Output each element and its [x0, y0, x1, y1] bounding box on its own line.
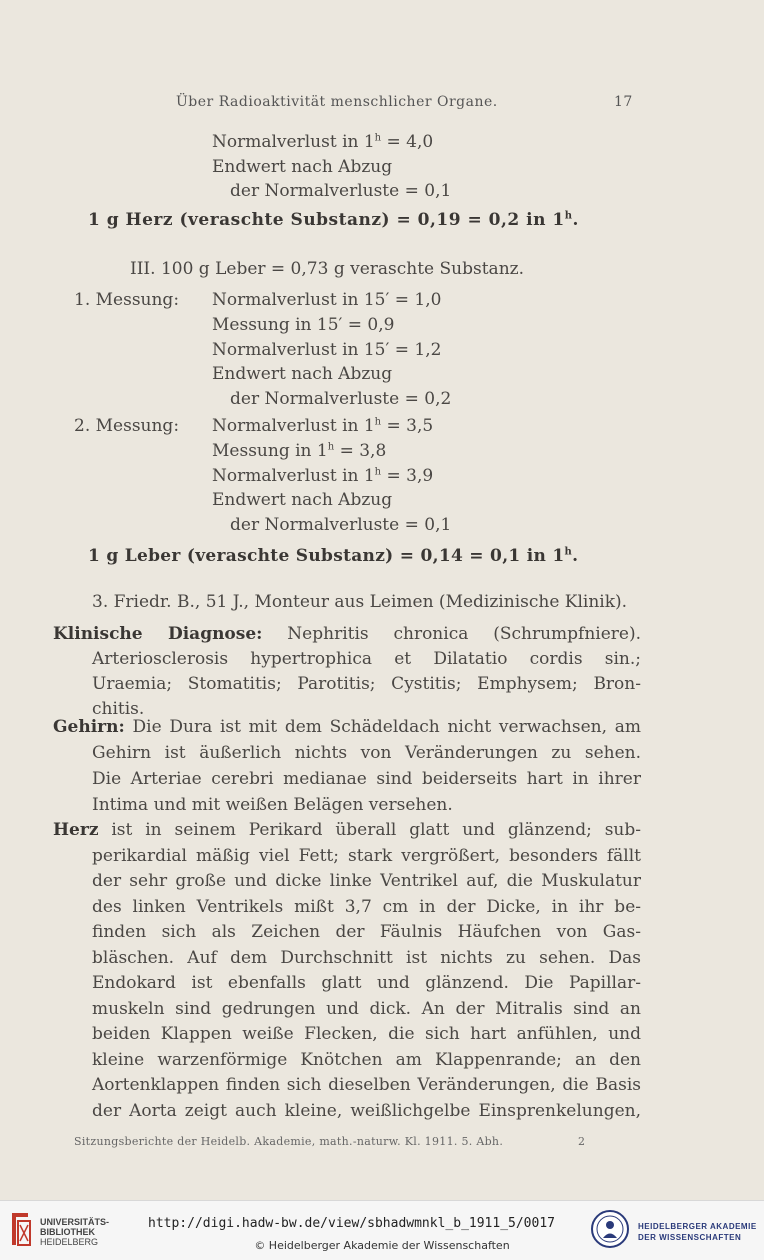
paragraph-line: Herz ist in seinem Perikard überall glatt und glänzend; sub-	[53, 820, 641, 840]
running-header: Über Radioaktivität menschlicher Organe.	[176, 94, 498, 110]
measure-line: Endwert nach Abzug	[212, 490, 393, 510]
viewer-footer-bar	[0, 1200, 764, 1260]
paragraph-line: bläschen. Auf dem Durchschnitt ist nichts zu sehen. Das	[92, 948, 641, 968]
paragraph-line: des linken Ventrikels mißt 3,7 cm in der Dicke, in ihr be-	[92, 897, 641, 917]
measure-line: Normalverlust in 1$^h$ = 3,5	[212, 416, 434, 436]
section-heading: III. 100 g Leber = 0,73 g veraschte Substanz.	[130, 259, 524, 279]
academy-name[interactable]: HEIDELBERGER AKADEMIE DER WISSENSCHAFTEN	[638, 1222, 757, 1242]
paragraph-line: Die Arteriae cerebri medianae sind beiderseits hart in ihrer	[92, 769, 641, 789]
measure-line: Normalverlust in 15′ = 1,0	[212, 290, 442, 310]
academy-seal-icon[interactable]	[590, 1209, 630, 1249]
label-herz: Herz	[53, 820, 99, 840]
measure-line: Endwert nach Abzug	[212, 364, 393, 384]
case-title: 3. Friedr. B., 51 J., Monteur aus Leimen (Medizinische Klinik).	[92, 592, 628, 612]
paragraph-line: kleine warzenförmige Knötchen am Klappenrande; an den	[92, 1050, 641, 1070]
paragraph-line: muskeln sind gedrungen und dick. An der Mitralis sind an	[92, 999, 641, 1019]
measurement-label: 1. Messung:	[74, 290, 180, 310]
measurement-label: 2. Messung:	[74, 416, 180, 436]
university-library-name[interactable]: UNIVERSITÄTS- BIBLIOTHEK HEIDELBERG	[40, 1217, 110, 1247]
paragraph-line: Intima und mit weißen Belägen versehen.	[92, 795, 453, 815]
paragraph-line: chitis.	[92, 699, 145, 719]
paragraph-line: Endokard ist ebenfalls glatt und glänzend. Die Papillar-	[92, 973, 641, 993]
page-footer: Sitzungsberichte der Heidelb. Akademie, math.-naturw. Kl. 1911. 5. Abh.	[74, 1135, 504, 1148]
measure-line: Endwert nach Abzug	[212, 157, 393, 177]
paragraph-line: beiden Klappen weiße Flecken, die sich hart anfühlen, und	[92, 1024, 641, 1044]
permalink-url[interactable]: http://digi.hadw-bw.de/view/sbhadwmnkl_b_1911_5/0017	[148, 1216, 555, 1231]
measure-line: Messung in 15′ = 0,9	[212, 315, 395, 335]
paragraph-line: Gehirn: Die Dura ist mit dem Schädeldach nicht verwachsen, am	[53, 717, 641, 737]
result-leber: 1 g Leber (veraschte Substanz) = 0,14 = 0,1 in 1$^h$.	[88, 546, 579, 566]
measure-line: Normalverlust in 1$^h$ = 3,9	[212, 466, 434, 486]
page-number: 17	[614, 94, 633, 110]
paragraph-line: Arteriosclerosis hypertrophica et Dilatatio cordis sin.;	[92, 649, 641, 669]
measure-line: der Normalverluste = 0,2	[230, 389, 452, 409]
signature-mark: 2	[578, 1135, 586, 1148]
paragraph-line: Aortenklappen finden sich dieselben Veränderungen, die Basis	[92, 1075, 641, 1095]
measure-line: der Normalverluste = 0,1	[230, 181, 452, 201]
measure-line: Messung in 1$^h$ = 3,8	[212, 441, 387, 461]
measure-line: Normalverlust in 1$^h$ = 4,0	[212, 132, 434, 152]
measure-line: der Normalverluste = 0,1	[230, 515, 452, 535]
paragraph-line: der Aorta zeigt auch kleine, weißlichgelbe Einsprenkelungen,	[92, 1101, 641, 1121]
paragraph-line: der sehr große und dicke linke Ventrikel auf, die Muskulatur	[92, 871, 641, 891]
paragraph-line: perikardial mäßig viel Fett; stark vergrößert, besonders fällt	[92, 846, 641, 866]
label-diagnose: Klinische Diagnose:	[53, 624, 263, 644]
measure-line: Normalverlust in 15′ = 1,2	[212, 340, 442, 360]
copyright-notice: © Heidelberger Akademie der Wissenschaften	[254, 1239, 510, 1252]
label-gehirn: Gehirn:	[53, 717, 125, 737]
paragraph-line: Klinische Diagnose: Nephritis chronica (Schrumpfniere).	[53, 624, 641, 644]
paragraph-line: finden sich als Zeichen der Fäulnis Häufchen von Gas-	[92, 922, 641, 942]
result-herz: 1 g Herz (veraschte Substanz) = 0,19 = 0,2 in 1$^h$.	[88, 210, 579, 230]
paragraph-line: Gehirn ist äußerlich nichts von Veränderungen zu sehen.	[92, 743, 641, 763]
paragraph-line: Uraemia; Stomatitis; Parotitis; Cystitis; Emphysem; Bron-	[92, 674, 641, 694]
